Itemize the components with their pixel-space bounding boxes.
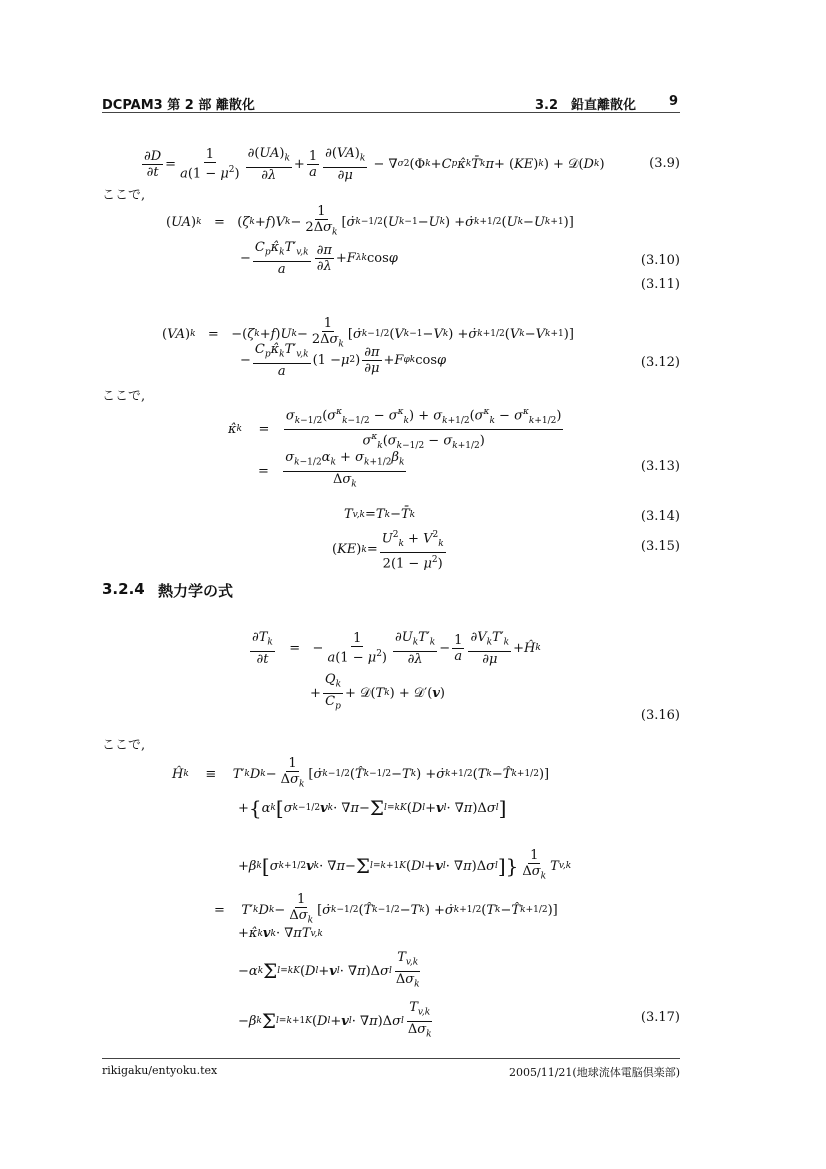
footer-date: 2005/11/21(地球流体電脳倶楽部): [509, 1066, 680, 1079]
equation-3-9: $\frac{\partial D}{\partial t}$ = $\frac{1}{a(1 - \mu^2)}$ $\frac{\partial(UA)_k}{\partial\lambda}$ + $\frac{1}{a}$ $\frac{\partial(VA)_k}{\partial\mu}$ − ∇ σ 2 (Φ k + C p κ̂ k T̄ k π + ( KE ) k ) + 𝒟( D k ): [144, 146, 605, 183]
equation-number: (3.13): [640, 459, 680, 474]
equation-3-17-line1: Ĥ k ≡ T ′ k D k − $\frac{1}{\Delta\sigma_k}$ [ σ̇ k−1/2 ( T̂ k−1/2 − T k ) + σ̇ k+1/2 ( T k − T̂ k+1/2 )]: [172, 756, 550, 790]
equation-3-13-line1: κ̂ k = $\frac{\sigma_{k-1/2}(\sigma^\kappa_{k-1/2} - \sigma^\kappa_k) + \sigma_{k+1/2}(\sigma^\kappa_k - \sigma^\kappa_{k+1/2})}{\sigma^\kappa_k(\sigma_{k-1/2} - \sigma_{k+1/2})}$: [228, 407, 562, 451]
footer-rule: [102, 1058, 680, 1059]
running-header-section: 3.2 鉛直離散化: [535, 98, 637, 113]
text-koko-de: ここで,: [102, 389, 146, 404]
equation-number: (3.17): [640, 1010, 680, 1025]
text-koko-de: ここで,: [102, 738, 146, 753]
equation-3-17-line6: − α k Σ l=k K ( D l + v l · ∇ π )Δ σ l $\frac{T_{v,k}}{\Delta\sigma_k}$: [238, 950, 420, 990]
footer-filename: rikigaku/entyoku.tex: [102, 1064, 218, 1077]
equation-number: (3.12): [640, 355, 680, 370]
equation-3-17-line3: + β k [ σ k+1/2 v k · ∇ π − Σ l=k+1 K ( D l + v l · ∇ π )Δ σ l ] } $\frac{1}{\Delta\sigma_k}$ T v,k: [238, 848, 572, 882]
equation-3-15: ( KE ) k = $\frac{U^2_k + V^2_k}{2(1 - \mu^2)}$: [332, 530, 444, 572]
equation-3-16-line2: + $\frac{Q_k}{C_p}$ + 𝒟( T k ) + 𝒟′( v ): [310, 672, 445, 712]
text-koko-de: ここで,: [102, 188, 146, 203]
page-number: 9: [669, 94, 679, 109]
section-title: 熱力学の式: [158, 582, 234, 600]
running-header-left: DCPAM3 第 2 部 離散化: [102, 98, 255, 113]
equation-3-12-line2: − $\frac{C_p\kappâ_kT'_{v,k}}{a}$ (1 − μ 2 ) $\frac{\partial\pi}{\partial\mu}$ + F φk cos φ: [240, 342, 447, 379]
equation-3-13-line2: = $\frac{\sigma_{k-1/2}\alpha_k + \sigma_{k+1/2}\beta_k}{\Delta\sigma_k}$: [258, 450, 405, 490]
equation-3-12-line1: ( VA ) k = −( ζ k + f ) U k − $\frac{1}{2\Delta\sigma_k}$ [ σ̇ k−1/2 ( V k−1 − V k ) + σ̇ k+1/2 ( V k − V k+1 )]: [162, 316, 574, 350]
equation-number: (3.10): [640, 253, 680, 268]
equation-3-17-line7: − β k Σ l=k+1 K ( D l + v l · ∇ π )Δ σ l $\frac{T_{v,k}}{\Delta\sigma_k}$: [238, 1000, 432, 1040]
equation-3-10-line1: ( UA ) k = ( ζ k + f ) V k − $\frac{1}{2\Delta\sigma_k}$ [ σ̇ k−1/2 ( U k−1 − U k ) + σ̇ k+1/2 ( U k − U k+1 )]: [166, 204, 574, 238]
equation-3-16-line1: $\frac{\partial T_k}{\partial t}$ = − $\frac{1}{a(1 - \mu^2)}$ $\frac{\partial U_kT'_k}{\partial\lambda}$ − $\frac{1}{a}$ $\frac{\partial V_kT'_k}{\partial\mu}$ + Ĥ k: [252, 630, 541, 667]
equation-number: (3.11): [640, 277, 680, 292]
equation-3-10-line2: − $\frac{C_p\kappâ_kT'_{v,k}}{a}$ $\frac{\partial\pi}{\partial\lambda}$ + F λk cos φ: [240, 240, 398, 277]
equation-number: (3.9): [649, 156, 680, 171]
equation-number: (3.15): [640, 539, 680, 554]
equation-3-17-line2: + { α k [ σ k−1/2 v k · ∇ π − Σ l=k K ( D l + v l · ∇ π )Δ σ l ]: [238, 796, 507, 820]
section-number: 3.2.4: [102, 580, 145, 598]
header-rule: [102, 112, 680, 113]
equation-number: (3.14): [640, 509, 680, 524]
equation-number: (3.16): [640, 708, 680, 723]
equation-3-17-line5: + κ̂ k v k · ∇ πT v,k: [238, 926, 323, 941]
equation-3-14: T v,k = T k − T̄ k: [344, 507, 416, 522]
equation-3-17-line4: = T ′ k D k − $\frac{1}{\Delta\sigma_k}$ [ σ̇ k−1/2 ( T̂ k−1/2 − T k ) + σ̇ k+1/2 ( T k − T̂ k+1/2 )]: [214, 892, 558, 926]
